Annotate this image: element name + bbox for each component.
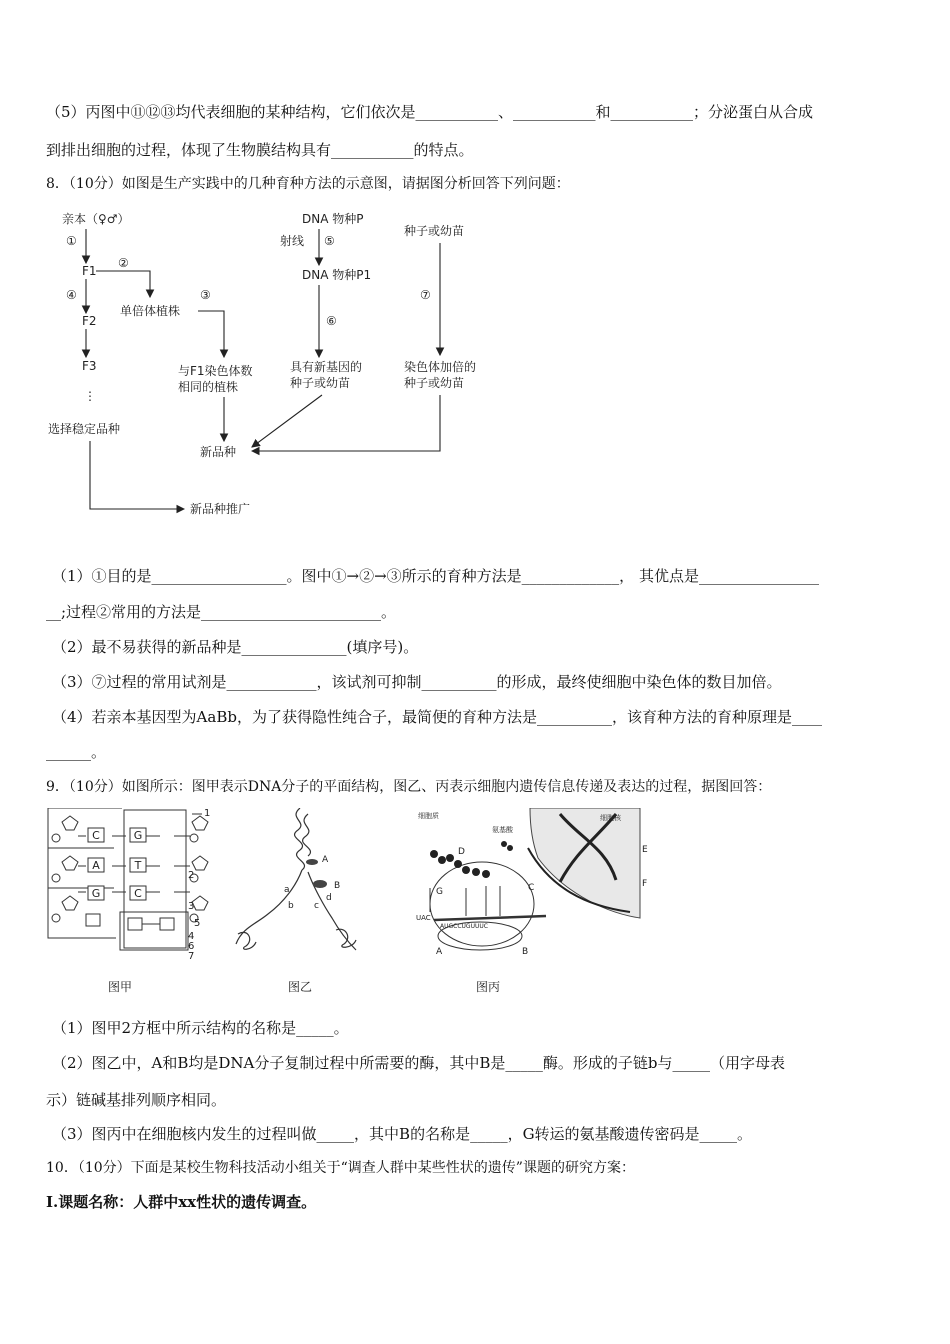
- q10-stem: 10．（10分）下面是某校生物科技活动小组关于“调查人群中某些性状的遗传”课题的研究方案：: [46, 1160, 635, 1176]
- step-6-label: ⑥: [326, 314, 337, 328]
- q8-part3: （3）⑦过程的常用试剂是____________，该试剂可抑制__________的形成，最终使细胞中染色体的数目加倍。: [52, 673, 782, 691]
- q8-part4-line1: （4）若亲本基因型为AaBb，为了获得隐性纯合子，最简便的育种方法是__________，该育种方法的育种原理是____: [52, 708, 822, 726]
- yi-label-a: a: [284, 885, 290, 895]
- figure-yi-replication: [228, 808, 378, 993]
- dots-label: ⋮: [84, 389, 96, 403]
- same-chrom-line1: 与F1染色体数: [178, 364, 253, 378]
- yi-label-c: c: [314, 901, 319, 911]
- dna-species-p-label: DNA 物种P: [302, 212, 364, 226]
- yi-label-b: b: [288, 901, 294, 911]
- base-t: T: [134, 859, 142, 872]
- bing-label-nucleus: 细胞核: [600, 814, 621, 822]
- new-gene-line2: 种子或幼苗: [290, 376, 351, 390]
- step-4-label: ④: [66, 288, 77, 302]
- base-c-top: C: [92, 829, 100, 842]
- bing-label-C: C: [528, 883, 535, 893]
- figure-bing-expression: [410, 808, 650, 993]
- doubled-line1: 染色体加倍的: [404, 360, 477, 374]
- q8-part2: （2）最不易获得的新品种是______________(填序号)。: [52, 638, 419, 656]
- bing-label-amino: 氨基酸: [492, 826, 513, 834]
- breeding-methods-diagram: [40, 205, 510, 525]
- bing-label-cytoplasm: 细胞质: [418, 812, 439, 820]
- q9-part3: （3）图丙中在细胞核内发生的过程叫做_____，其中B的名称是_____，G转运的氨基酸遗传密码是_____。: [52, 1125, 753, 1143]
- f2-label: F2: [82, 314, 97, 328]
- bing-label-E: E: [642, 845, 648, 855]
- step-2-label: ②: [118, 256, 129, 270]
- q7-part5-line2: 到排出细胞的过程，体现了生物膜结构具有___________的特点。: [46, 141, 474, 159]
- base-a: A: [92, 859, 100, 872]
- q7-part5-line1: （5）丙图中⑪⑫⑬均代表细胞的某种结构，它们依次是___________、___________和___________；分泌蛋白从合成: [46, 103, 814, 121]
- q9-part1: （1）图甲2方框中所示结构的名称是_____。: [52, 1019, 349, 1037]
- q9-part2-line2: 示）链碱基排列顺序相同。: [46, 1091, 227, 1109]
- jia-num-7: 7: [188, 951, 195, 962]
- ray-label: 射线: [280, 234, 305, 248]
- base-c-bottom: C: [134, 887, 142, 900]
- bing-label-B: B: [522, 947, 529, 957]
- step-3-label: ③: [200, 288, 211, 302]
- jia-num-6: 6: [188, 941, 195, 952]
- dna-species-p1-label: DNA 物种P1: [302, 268, 372, 282]
- q8-stem: 8．（10分）如图是生产实践中的几种育种方法的示意图，请据图分析回答下列问题：: [46, 176, 570, 192]
- bing-label-G: G: [436, 887, 443, 897]
- new-gene-line1: 具有新基因的: [290, 360, 363, 374]
- base-g-bottom: G: [91, 887, 101, 900]
- parent-label: 亲本（♀♂）: [62, 212, 130, 226]
- bing-label-F: F: [642, 879, 648, 889]
- figure-jia-dna-structure: [44, 808, 214, 993]
- q8-part4-line2: ______。: [46, 743, 107, 761]
- jia-num-3: 3: [188, 901, 195, 912]
- select-stable-label: 选择稳定品种: [48, 422, 121, 436]
- yi-label-B: B: [334, 881, 341, 891]
- q8-part1-line2: __;过程②常用的方法是________________________。: [46, 603, 397, 621]
- bing-label-uac: UAC: [416, 914, 431, 922]
- q8-part1-line1: （1）①目的是__________________。图中①→②→③所示的育种方法是_____________， 其优点是________________: [52, 567, 819, 585]
- q9-stem: 9．（10分）如图所示：图甲表示DNA分子的平面结构，图乙、丙表示细胞内遗传信息传递及表达的过程，据图回答：: [46, 779, 772, 795]
- haploid-label: 单倍体植株: [120, 304, 181, 318]
- q10-topic-title: I.课题名称：人群中xx性状的遗传调查。: [46, 1193, 317, 1211]
- step-7-label: ⑦: [420, 288, 431, 302]
- jia-num-5: 5: [194, 918, 201, 929]
- jia-num-1: 1: [204, 808, 211, 819]
- q9-part2-line1: （2）图乙中，A和B均是DNA分子复制过程中所需要的酶，其中B是_____酶。形成的子链b与_____（用字母表: [52, 1054, 786, 1072]
- new-variety-label: 新品种: [200, 445, 237, 459]
- caption-yi: 图乙: [288, 980, 313, 993]
- bing-label-D: D: [458, 847, 465, 857]
- same-chrom-line2: 相同的植株: [178, 380, 239, 394]
- caption-jia: 图甲: [108, 980, 133, 993]
- yi-label-A: A: [322, 855, 329, 865]
- bing-label-seq: AUGCCUGUUUC: [440, 923, 488, 930]
- f3-label: F3: [82, 359, 97, 373]
- seed-label: 种子或幼苗: [404, 224, 465, 238]
- step-1-label: ①: [66, 234, 77, 248]
- jia-num-2: 2: [188, 870, 195, 881]
- step-5-label: ⑤: [324, 234, 335, 248]
- yi-label-d: d: [326, 893, 332, 903]
- bing-label-A: A: [436, 947, 443, 957]
- f1-label: F1: [82, 264, 97, 278]
- base-g-top: G: [133, 829, 143, 842]
- promote-label: 新品种推广: [190, 502, 251, 516]
- caption-bing: 图丙: [476, 980, 501, 993]
- doubled-line2: 种子或幼苗: [404, 376, 465, 390]
- jia-num-4: 4: [188, 931, 195, 942]
